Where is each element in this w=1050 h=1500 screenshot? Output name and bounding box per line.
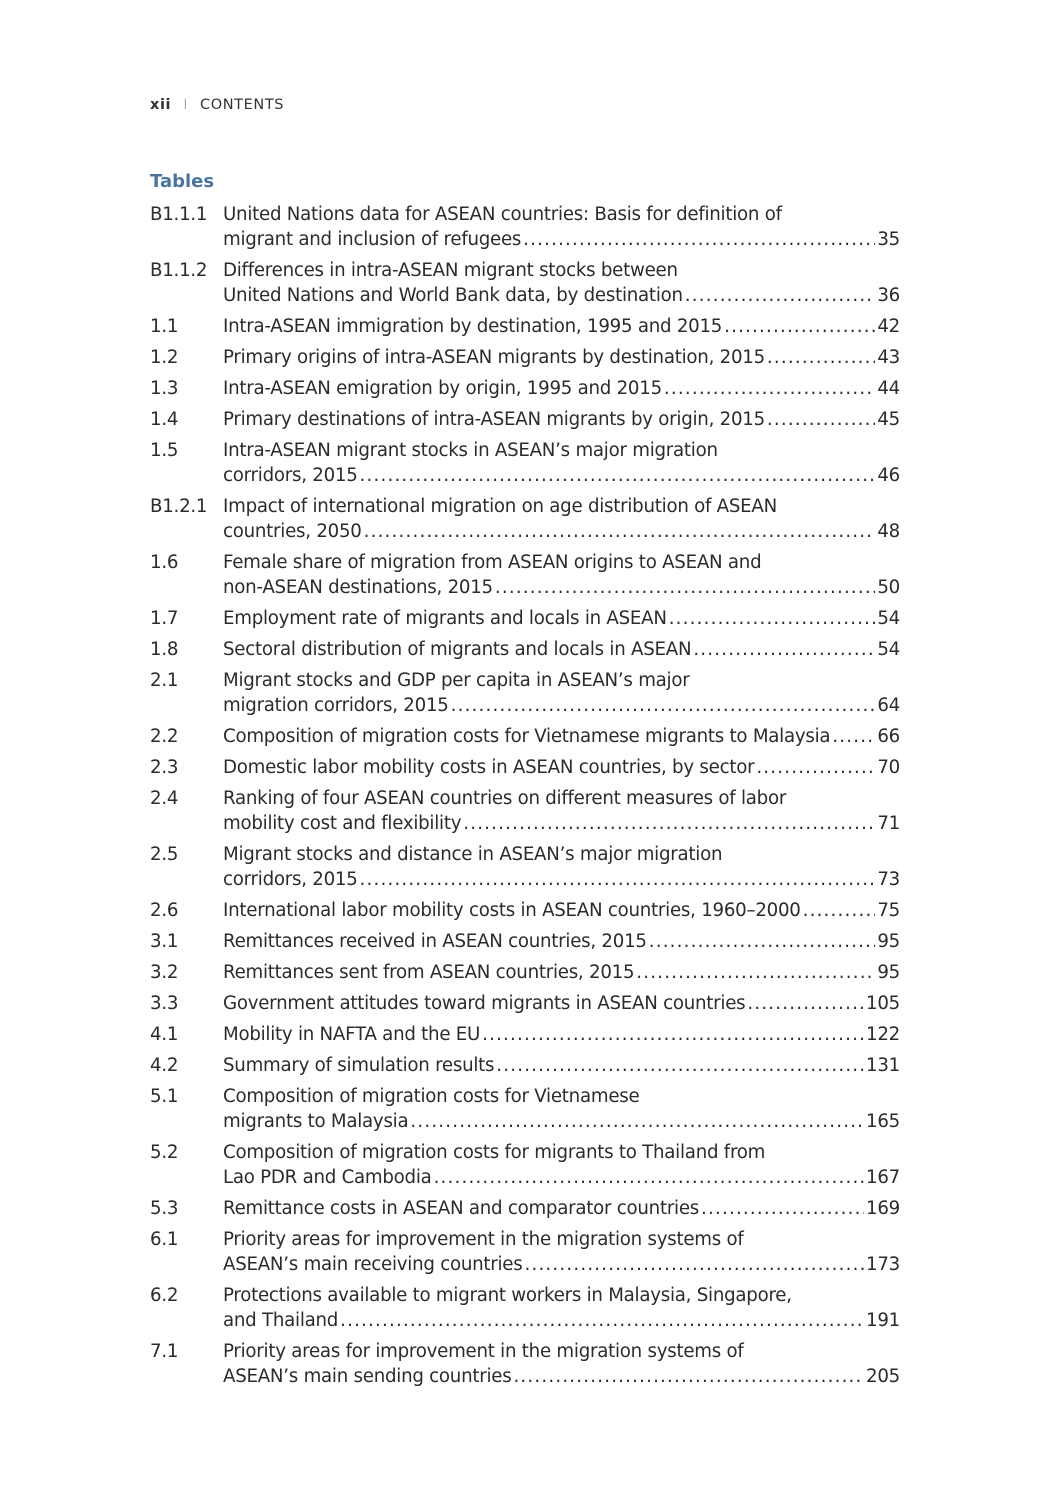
table-number: 5.1 <box>150 1086 179 1107</box>
page-reference[interactable]: 191 <box>866 1310 900 1331</box>
table-number: 6.2 <box>150 1285 179 1306</box>
table-title-line: Composition of migration costs for Vietnamese <box>223 1086 640 1107</box>
page-reference[interactable]: 50 <box>877 577 900 598</box>
dot-leader <box>649 929 876 954</box>
toc-entry[interactable] <box>150 1283 900 1333</box>
dot-leader <box>747 991 864 1016</box>
toc-entry[interactable] <box>150 991 900 1016</box>
table-title-line: United Nations and World Bank data, by destination <box>223 285 683 306</box>
table-title-line: Intra-ASEAN emigration by origin, 1995 and 2015 <box>223 378 662 399</box>
table-title-line: migrants to Malaysia <box>223 1111 409 1132</box>
table-of-contents-list <box>150 202 900 1395</box>
toc-entry[interactable] <box>150 929 900 954</box>
page-reference[interactable]: 46 <box>877 465 900 486</box>
toc-entry[interactable] <box>150 202 900 252</box>
dot-leader <box>767 345 875 370</box>
page-reference[interactable]: 35 <box>877 229 900 250</box>
toc-entry[interactable] <box>150 1022 900 1047</box>
table-title-line: migration corridors, 2015 <box>223 695 449 716</box>
dot-leader <box>451 693 876 718</box>
table-number: 3.2 <box>150 962 179 983</box>
table-title-line: Intra-ASEAN immigration by destination, 1995 and 2015 <box>223 316 723 337</box>
page-reference[interactable]: 48 <box>877 521 900 542</box>
table-title-line: Intra-ASEAN migrant stocks in ASEAN’s major migration <box>223 440 718 461</box>
table-title-line: Differences in intra-ASEAN migrant stocks between <box>223 260 678 281</box>
toc-entry[interactable] <box>150 755 900 780</box>
table-number: 1.8 <box>150 639 179 660</box>
dot-leader <box>523 227 875 252</box>
dot-leader <box>340 1308 864 1333</box>
page-reference[interactable]: 54 <box>877 608 900 629</box>
table-title-line: Migrant stocks and distance in ASEAN’s major migration <box>223 844 723 865</box>
table-title-line: Sectoral distribution of migrants and locals in ASEAN <box>223 639 692 660</box>
page-reference[interactable]: 44 <box>877 378 900 399</box>
table-number: 1.3 <box>150 378 179 399</box>
dot-leader <box>482 1022 864 1047</box>
table-title-line: Migrant stocks and GDP per capita in ASEAN’s major <box>223 670 690 691</box>
table-title-line: Primary origins of intra-ASEAN migrants by destination, 2015 <box>223 347 765 368</box>
table-title-line: Primary destinations of intra-ASEAN migrants by origin, 2015 <box>223 409 765 430</box>
page-reference[interactable]: 73 <box>877 869 900 890</box>
toc-entry[interactable] <box>150 842 900 892</box>
table-title-line: ASEAN’s main sending countries <box>223 1366 512 1387</box>
table-number: 2.4 <box>150 788 179 809</box>
page-reference[interactable]: 131 <box>866 1055 900 1076</box>
toc-entry[interactable] <box>150 1227 900 1277</box>
table-number: 3.1 <box>150 931 179 952</box>
toc-entry[interactable] <box>150 1084 900 1134</box>
dot-leader <box>756 755 875 780</box>
table-number: 5.3 <box>150 1198 179 1219</box>
table-title-line: Employment rate of migrants and locals in ASEAN <box>223 608 667 629</box>
page-number: xii <box>150 97 172 113</box>
dot-leader <box>434 1165 864 1190</box>
table-title-line: corridors, 2015 <box>223 465 358 486</box>
table-number: 4.1 <box>150 1024 179 1045</box>
table-number: 6.1 <box>150 1229 179 1250</box>
page-reference[interactable]: 205 <box>866 1366 900 1387</box>
table-number: 1.6 <box>150 552 179 573</box>
table-number: 1.4 <box>150 409 179 430</box>
table-title-line: Female share of migration from ASEAN origins to ASEAN and <box>223 552 762 573</box>
page-reference[interactable]: 71 <box>877 813 900 834</box>
toc-entry[interactable] <box>150 1053 900 1078</box>
table-number: 4.2 <box>150 1055 179 1076</box>
dot-leader <box>410 1109 864 1134</box>
dot-leader <box>701 1196 864 1221</box>
table-number: 3.3 <box>150 993 179 1014</box>
table-title-line: United Nations data for ASEAN countries: Basis for definition of <box>223 204 782 225</box>
page-reference[interactable]: 43 <box>877 347 900 368</box>
table-number: B1.1.2 <box>150 260 208 281</box>
toc-entry[interactable] <box>150 606 900 631</box>
table-number: B1.1.1 <box>150 204 208 225</box>
table-title-line: Mobility in NAFTA and the EU <box>223 1024 481 1045</box>
dot-leader <box>524 1252 864 1277</box>
section-title: Tables <box>150 171 215 192</box>
dot-leader <box>360 867 876 892</box>
table-number: 1.5 <box>150 440 179 461</box>
table-title-line: Composition of migration costs for Vietnamese migrants to Malaysia <box>223 726 831 747</box>
toc-entry[interactable] <box>150 898 900 923</box>
toc-entry[interactable] <box>150 786 900 836</box>
table-number: 1.1 <box>150 316 179 337</box>
table-number: 2.3 <box>150 757 179 778</box>
table-title-line: non-ASEAN destinations, 2015 <box>223 577 493 598</box>
table-number: 1.2 <box>150 347 179 368</box>
page-reference[interactable]: 36 <box>877 285 900 306</box>
page-reference[interactable]: 122 <box>866 1024 900 1045</box>
table-title-line: Remittances sent from ASEAN countries, 2015 <box>223 962 635 983</box>
table-number: 1.7 <box>150 608 179 629</box>
dot-leader <box>693 637 875 662</box>
dot-leader <box>669 606 876 631</box>
table-number: B1.2.1 <box>150 496 208 517</box>
toc-entry[interactable] <box>150 407 900 432</box>
table-title-line: Impact of international migration on age distribution of ASEAN <box>223 496 777 517</box>
dot-leader <box>664 376 875 401</box>
running-title: CONTENTS <box>199 97 285 113</box>
table-title-line: Lao PDR and Cambodia <box>223 1167 432 1188</box>
page-reference[interactable]: 167 <box>866 1167 900 1188</box>
table-title-line: Summary of simulation results <box>223 1055 495 1076</box>
toc-entry[interactable] <box>150 1339 900 1389</box>
toc-entry[interactable] <box>150 1196 900 1221</box>
page-reference[interactable]: 169 <box>866 1198 900 1219</box>
page-reference[interactable]: 64 <box>877 695 900 716</box>
table-number: 2.6 <box>150 900 179 921</box>
page-reference[interactable]: 105 <box>866 993 900 1014</box>
page-reference[interactable]: 42 <box>877 316 900 337</box>
page-reference[interactable]: 75 <box>877 900 900 921</box>
page-reference[interactable]: 54 <box>877 639 900 660</box>
table-number: 2.5 <box>150 844 179 865</box>
table-title-line: Remittance costs in ASEAN and comparator countries <box>223 1198 700 1219</box>
table-title-line: Protections available to migrant workers in Malaysia, Singapore, <box>223 1285 792 1306</box>
page-reference[interactable]: 45 <box>877 409 900 430</box>
table-title-line: ASEAN’s main receiving countries <box>223 1254 523 1275</box>
table-number: 2.1 <box>150 670 179 691</box>
dot-leader <box>636 960 875 985</box>
toc-entry[interactable] <box>150 438 900 488</box>
table-title-line: Priority areas for improvement in the migration systems of <box>223 1341 744 1362</box>
dot-leader <box>364 519 876 544</box>
toc-entry[interactable] <box>150 637 900 662</box>
dot-leader <box>803 898 876 923</box>
page-reference[interactable]: 95 <box>877 931 900 952</box>
toc-entry[interactable] <box>150 345 900 370</box>
dot-leader <box>463 811 875 836</box>
toc-entry[interactable] <box>150 550 900 600</box>
dot-leader <box>767 407 875 432</box>
table-number: 5.2 <box>150 1142 179 1163</box>
dot-leader <box>360 463 876 488</box>
page-reference[interactable]: 70 <box>877 757 900 778</box>
dot-leader <box>496 1053 864 1078</box>
toc-entry[interactable] <box>150 960 900 985</box>
table-title-line: Ranking of four ASEAN countries on different measures of labor <box>223 788 787 809</box>
toc-entry[interactable] <box>150 1140 900 1190</box>
table-title-line: Remittances received in ASEAN countries, 2015 <box>223 931 647 952</box>
toc-entry[interactable] <box>150 314 900 339</box>
page-reference[interactable]: 95 <box>877 962 900 983</box>
table-title-line: mobility cost and flexibility <box>223 813 462 834</box>
separator: I <box>183 97 188 113</box>
table-title-line: corridors, 2015 <box>223 869 358 890</box>
table-title-line: Composition of migration costs for migrants to Thailand from <box>223 1142 766 1163</box>
toc-entry[interactable] <box>150 668 900 718</box>
table-title-line: migrant and inclusion of refugees <box>223 229 522 250</box>
toc-entry[interactable] <box>150 494 900 544</box>
table-number: 2.2 <box>150 726 179 747</box>
dot-leader <box>495 575 875 600</box>
dot-leader <box>685 283 876 308</box>
table-title-line: Domestic labor mobility costs in ASEAN countries, by sector <box>223 757 755 778</box>
table-title-line: Priority areas for improvement in the migration systems of <box>223 1229 744 1250</box>
dot-leader <box>513 1364 864 1389</box>
table-title-line: International labor mobility costs in ASEAN countries, 1960–2000 <box>223 900 801 921</box>
table-title-line: Government attitudes toward migrants in ASEAN countries <box>223 993 746 1014</box>
page-reference[interactable]: 173 <box>866 1254 900 1275</box>
table-title-line: countries, 2050 <box>223 521 362 542</box>
page-reference[interactable]: 165 <box>866 1111 900 1132</box>
toc-entry[interactable] <box>150 258 900 308</box>
page-reference[interactable]: 66 <box>877 726 900 747</box>
toc-entry[interactable] <box>150 724 900 749</box>
table-number: 7.1 <box>150 1341 179 1362</box>
dot-leader <box>832 724 875 749</box>
toc-entry[interactable] <box>150 376 900 401</box>
running-head <box>150 97 284 113</box>
table-title-line: and Thailand <box>223 1310 339 1331</box>
dot-leader <box>724 314 875 339</box>
